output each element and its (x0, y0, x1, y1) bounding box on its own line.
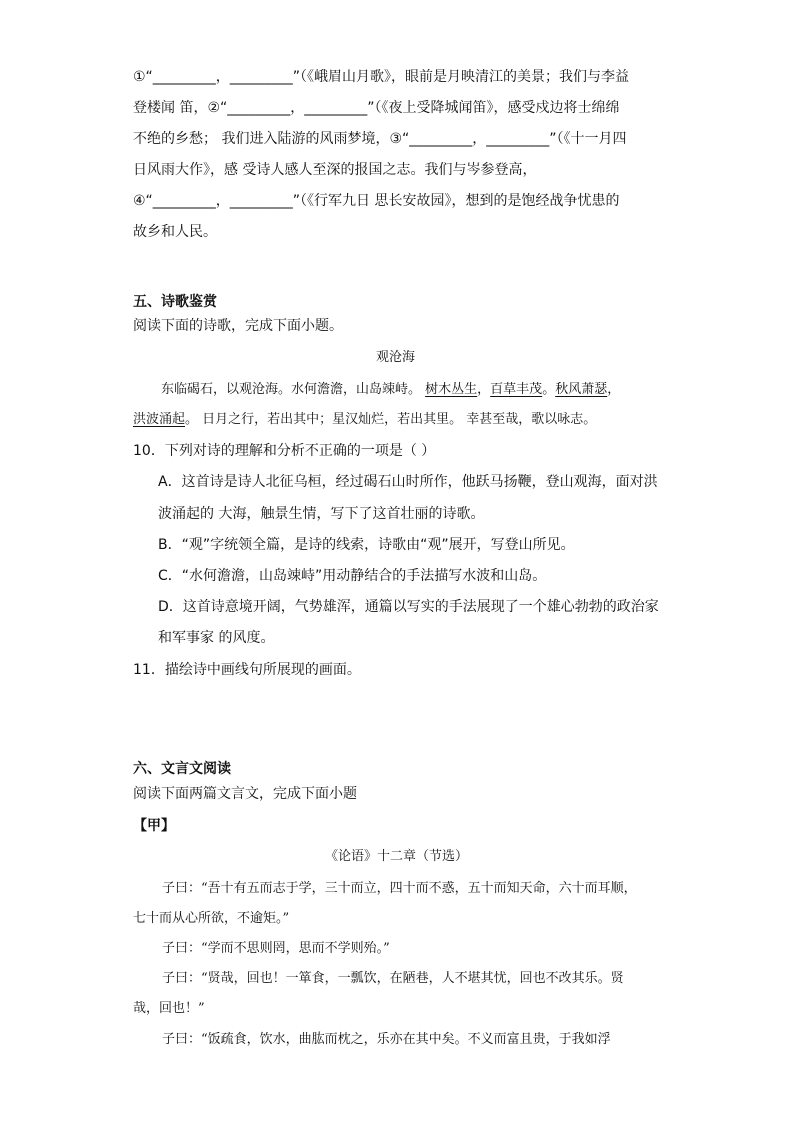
analects-para-1: 子曰：“吾十有五而志于学，三十而立，四十而不惑，五十而知天命，六十而耳顺， (162, 881, 637, 896)
analects-para-3: 子曰：“贤哉，回也！一箪食，一瓢饮，在陋巷，人不堪其忧，回也不改其乐。贤 (162, 971, 624, 986)
section-heading-poetry: 五、诗歌鉴赏 (133, 294, 217, 310)
underlined-phrase: 百草丰茂 (490, 382, 543, 397)
text-title: 《论语》十二章（节选） (325, 849, 469, 864)
section-heading-classical: 六、文言文阅读 (133, 761, 231, 777)
option-a-line-2: 波涌起的 大海，触景生情，写下了这首壮丽的诗歌。 (158, 506, 485, 522)
option-b: B．“观”字统领全篇，是诗的线索，诗歌由“观”展开，写登山所见。 (158, 537, 575, 553)
analects-para-3-cont: 哉，回也！” (133, 1001, 205, 1016)
section-intro-poetry: 阅读下面的诗歌，完成下面小题。 (133, 318, 343, 334)
fill-in-line-6: 故乡和人民。 (133, 224, 217, 240)
option-c: C．“水何澹澹，山岛竦峙”用动静结合的手法描写水波和山岛。 (158, 568, 547, 584)
option-d-line-2: 和军事家 的风度。 (158, 630, 275, 646)
fill-in-line-2: 登楼闻 笛，②“_________，_________”（《夜上受降城闻笛》，感受戍边将士绵绵 (133, 100, 620, 116)
fill-in-line-1: ①“_________，_________”（《峨眉山月歌》，眼前是月映清江的美景；我们与李益 (133, 69, 630, 85)
underlined-phrase: 洪波涌起 (133, 412, 186, 427)
poem-text: 东临碣石，以观沧海。水何澹澹，山岛竦峙。 (161, 382, 426, 397)
poem-text: ， (607, 382, 621, 397)
poem-line-1 (161, 380, 620, 400)
poem-text: 。 日月之行，若出其中；星汉灿烂，若出其里。 幸甚至哉，歌以咏志。 (185, 412, 597, 427)
underlined-phrase: 秋风萧瑟 (555, 382, 608, 397)
poem-title: 观沧海 (376, 350, 416, 365)
fill-in-line-5: ④“_________，_________”（《行军九日 思长安故园》，想到的是饱经战争忧患的 (133, 193, 620, 209)
option-a-line-1: A．这首诗是诗人北征乌桓，经过碣石山时所作，他跃马扬鞭，登山观海，面对洪 (158, 474, 658, 490)
analects-para-2: 子曰：“学而不思则罔，思而不学则殆。” (162, 941, 390, 956)
underlined-phrase: 树木丛生 (425, 382, 478, 397)
fill-in-line-4: 日风雨大作》，感 受诗人感人至深的报国之志。我们与岑参登高， (133, 162, 537, 178)
analects-para-1-cont: 七十而从心所欲，不逾矩。” (133, 911, 290, 926)
poem-text: 。 (542, 382, 556, 397)
question-10-stem: 10．下列对诗的理解和分析不正确的一项是（ ） (133, 443, 436, 459)
fill-in-line-3: 不绝的乡愁； 我们进入陆游的风雨梦境，③“_________，_________”（《十一月四 (133, 131, 627, 147)
poem-text: ， (477, 382, 491, 397)
section-intro-classical: 阅读下面两篇文言文，完成下面小题 (133, 786, 357, 802)
poem-line-2 (133, 410, 596, 430)
option-d-line-1: D．这首诗意境开阔，气势雄浑，通篇以写实的手法展现了一个雄心勃勃的政治家 (158, 599, 659, 615)
analects-para-4: 子曰：“饭疏食，饮水，曲肱而枕之，乐亦在其中矣。不义而富且贵，于我如浮 (162, 1032, 611, 1047)
question-11: 11．描绘诗中画线句所展现的画面。 (133, 662, 361, 678)
part-label: 【甲】 (133, 818, 175, 834)
